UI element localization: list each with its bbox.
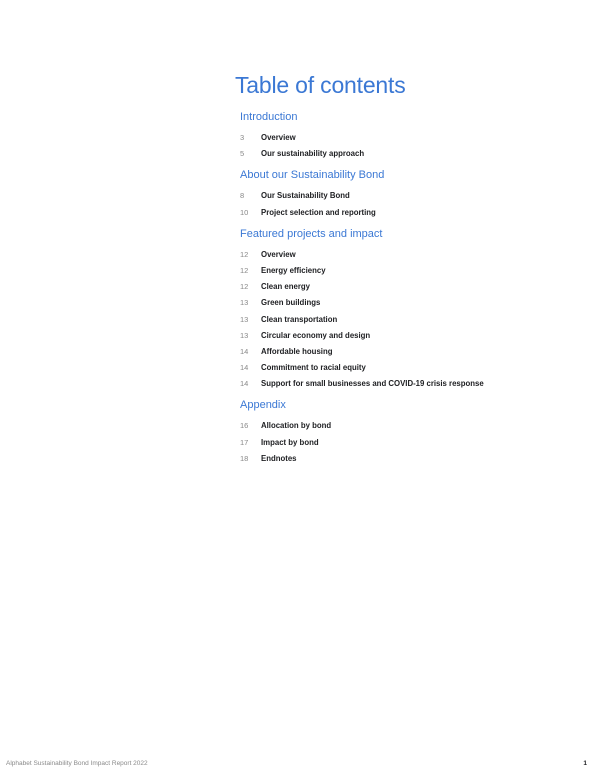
toc-entry[interactable] [240, 421, 570, 437]
toc-entry-label: Clean transportation [261, 314, 338, 324]
toc-page-number: 3 [240, 133, 245, 142]
toc-entry[interactable] [240, 133, 570, 149]
toc-entry[interactable] [240, 250, 570, 266]
toc-entry[interactable] [240, 191, 570, 207]
toc-entry[interactable] [240, 347, 570, 363]
table-of-contents [240, 110, 570, 473]
toc-entry[interactable] [240, 266, 570, 282]
toc-entry[interactable] [240, 363, 570, 379]
toc-entry-label: Allocation by bond [261, 421, 332, 431]
toc-entry[interactable] [240, 331, 570, 347]
toc-page-number: 12 [240, 282, 249, 292]
toc-entry-label: Energy efficiency [261, 265, 326, 275]
toc-entry[interactable] [240, 149, 570, 165]
toc-entry-label: Overview [261, 249, 296, 259]
toc-entry-label: Our Sustainability Bond [261, 191, 350, 201]
toc-entry[interactable] [240, 454, 570, 470]
toc-entry-label: Clean energy [261, 282, 310, 292]
toc-page-number: 14 [240, 363, 249, 373]
toc-section-about-bond [240, 168, 570, 223]
section-heading[interactable]: Appendix [240, 399, 286, 412]
toc-page-number: 14 [240, 379, 249, 389]
toc-entry[interactable] [240, 315, 570, 331]
toc-entry[interactable] [240, 438, 570, 454]
toc-entry-label: Commitment to racial equity [261, 363, 366, 373]
toc-page-number: 14 [240, 346, 249, 356]
toc-entry-label: Green buildings [261, 298, 321, 308]
toc-section-featured-projects [240, 227, 570, 396]
toc-page-number: 17 [240, 437, 249, 447]
toc-entry-label: Endnotes [261, 453, 297, 463]
toc-entry[interactable] [240, 379, 570, 395]
page-title: Table of contents [235, 72, 406, 98]
toc-entry[interactable] [240, 282, 570, 298]
toc-entry-label: Impact by bond [261, 437, 319, 447]
toc-page-number: 18 [240, 453, 249, 463]
toc-page-number: 12 [240, 265, 249, 275]
toc-entry-label: Our sustainability approach [261, 149, 365, 159]
toc-page-number: 13 [240, 298, 249, 308]
section-heading[interactable]: Featured projects and impact [240, 227, 383, 240]
footer-page-number: 1 [583, 760, 587, 767]
toc-page-number: 12 [240, 249, 249, 259]
toc-page-number: 16 [240, 421, 249, 431]
toc-section-appendix [240, 398, 570, 470]
toc-entry[interactable] [240, 298, 570, 314]
section-heading[interactable]: Introduction [240, 111, 298, 123]
toc-page-number: 13 [240, 314, 249, 324]
section-heading[interactable]: About our Sustainability Bond [240, 169, 385, 182]
toc-page-number: 5 [240, 149, 245, 159]
toc-section-introduction [240, 110, 570, 165]
toc-entry-label: Support for small businesses and COVID-19 crisis response [261, 379, 484, 389]
toc-page-number: 10 [240, 207, 249, 217]
toc-entry[interactable] [240, 208, 570, 224]
toc-entry-label: Circular economy and design [261, 330, 371, 340]
toc-page-number: 13 [240, 330, 249, 340]
toc-page-number: 8 [240, 191, 245, 201]
toc-entry-label: Affordable housing [261, 346, 333, 356]
toc-entry-label: Overview [261, 133, 296, 142]
toc-entry-label: Project selection and reporting [261, 207, 376, 217]
footer-report-name: Alphabet Sustainability Bond Impact Report 2022 [6, 760, 148, 767]
